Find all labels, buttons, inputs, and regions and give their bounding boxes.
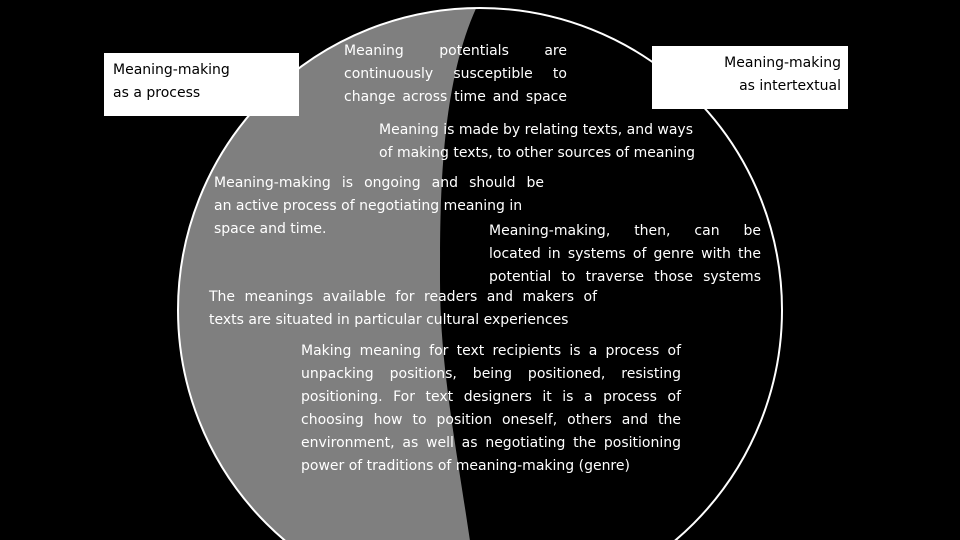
statement-line: of making texts, to other sources of meaning — [379, 145, 695, 161]
statement-line: potential to traverse those systems — [489, 269, 761, 285]
label-intertextual-line: Meaning-making — [724, 55, 841, 71]
statement-line: change across time and space — [344, 89, 567, 105]
label-box-process — [104, 53, 299, 116]
statement-line: an active process of negotiating meaning in — [214, 198, 523, 214]
label-intertextual-line: as intertextual — [739, 78, 841, 94]
statement-line: texts are situated in particular cultural experiences — [209, 312, 569, 328]
statement-line: positioning. For text designers it is a process of — [301, 389, 681, 405]
label-process-line: Meaning-making — [113, 62, 230, 78]
statement-positioning — [301, 340, 681, 478]
statement-cultural — [209, 286, 597, 332]
statement-line: space and time. — [214, 221, 327, 237]
statement-line: choosing how to position oneself, others and the — [301, 412, 681, 428]
label-process-line: as a process — [113, 85, 201, 101]
statement-potentials — [344, 40, 567, 109]
label-box-intertextual — [652, 46, 848, 109]
statement-line: The meanings available for readers and makers of — [209, 289, 597, 305]
statement-line: Meaning is made by relating texts, and ways — [379, 122, 694, 138]
statement-line: unpacking positions, being positioned, resisting — [301, 366, 681, 382]
statement-line: Making meaning for text recipients is a process of — [301, 343, 681, 359]
statement-genre — [489, 220, 761, 289]
statement-line: Meaning-making, then, can be — [489, 223, 761, 239]
statement-line: continuously susceptible to — [344, 66, 567, 82]
statement-line: Meaning potentials are — [344, 43, 567, 59]
statement-line: environment, as well as negotiating the positioning — [301, 435, 681, 451]
statement-line: located in systems of genre with the — [489, 246, 761, 262]
statement-line: Meaning-making is ongoing and should be — [214, 175, 544, 191]
statement-relating-texts — [379, 119, 724, 165]
statement-line: power of traditions of meaning-making (genre) — [301, 458, 630, 474]
